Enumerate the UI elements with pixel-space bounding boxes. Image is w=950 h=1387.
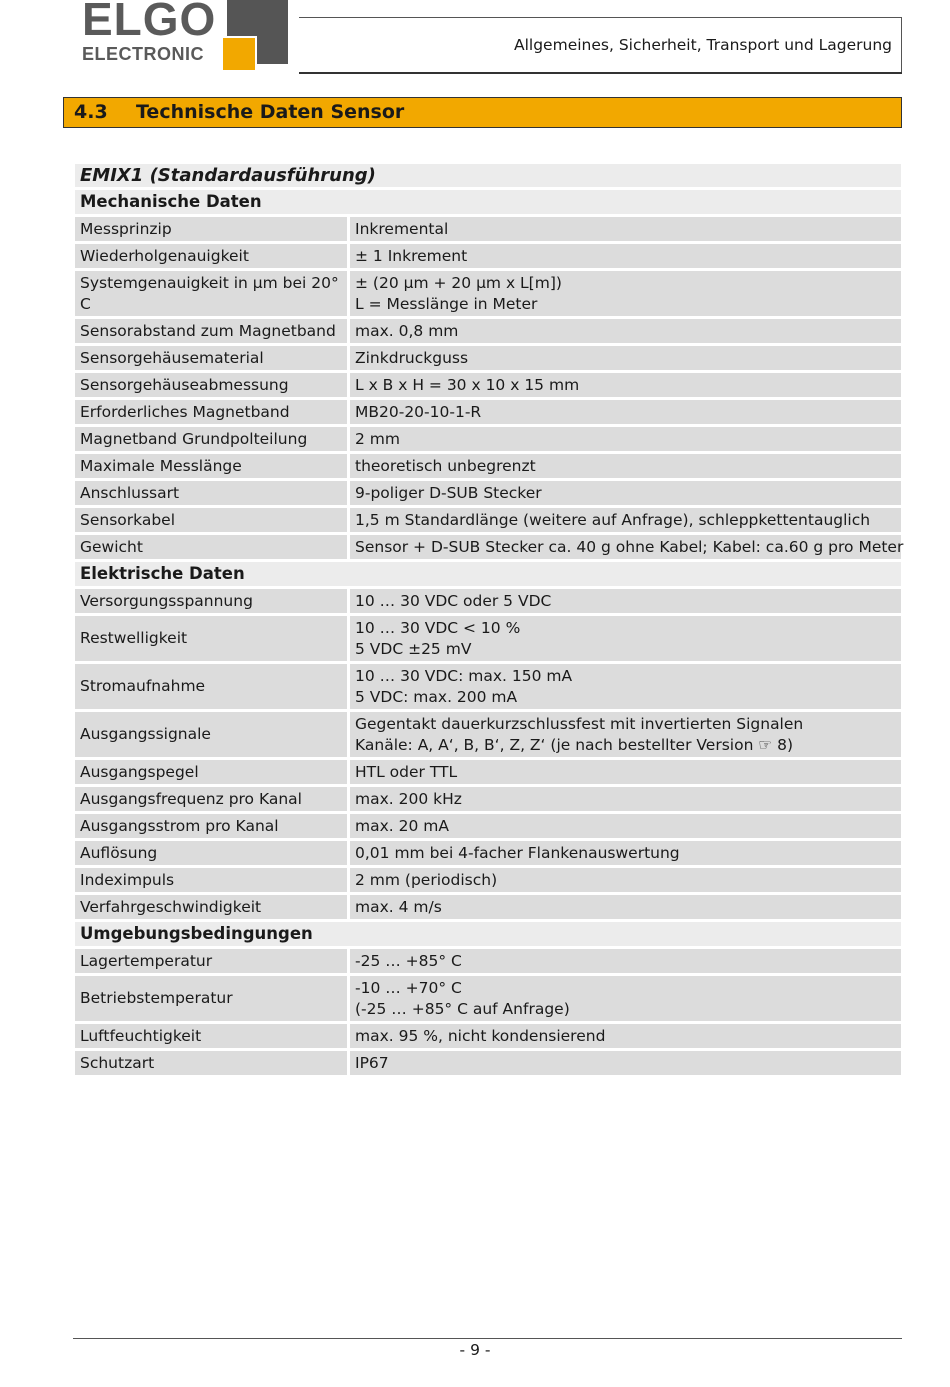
logo-text-elgo: ELGO xyxy=(82,0,217,45)
spec-value-line: 0,01 mm bei 4-facher Flankenauswertung xyxy=(355,843,680,862)
table-row xyxy=(75,454,901,478)
section-title: Technische Daten Sensor xyxy=(136,101,405,123)
spec-label: Gewicht xyxy=(75,535,347,559)
spec-label: Indeximpuls xyxy=(75,868,347,892)
spec-value xyxy=(350,868,901,892)
spec-label: Erforderliches Magnetband xyxy=(75,400,347,424)
header-rule-bottom xyxy=(299,72,902,74)
spec-value xyxy=(350,400,901,424)
table-row xyxy=(75,976,901,1021)
spec-value xyxy=(350,1051,901,1075)
table-row xyxy=(75,814,901,838)
spec-value-line: MB20-20-10-1-R xyxy=(355,402,482,421)
spec-value xyxy=(350,271,901,316)
spec-value-line: -10 … +70° C xyxy=(355,978,462,997)
spec-value-line: max. 20 mA xyxy=(355,816,449,835)
spec-label: Sensorgehäuseabmessung xyxy=(75,373,347,397)
spec-value-line: HTL oder TTL xyxy=(355,762,458,781)
spec-label: Verfahrgeschwindigkeit xyxy=(75,895,347,919)
spec-value-line: 2 mm xyxy=(355,429,400,448)
spec-value xyxy=(350,664,901,709)
spec-label: Restwelligkeit xyxy=(75,616,347,661)
spec-value-line: 1,5 m Standardlänge (weitere auf Anfrage), schleppkettentauglich xyxy=(355,510,871,529)
spec-value-line: 10 … 30 VDC: max. 150 mA xyxy=(355,666,573,685)
spec-value-line: 10 … 30 VDC oder 5 VDC xyxy=(355,591,552,610)
section-number: 4.3 xyxy=(74,101,108,123)
spec-value xyxy=(350,787,901,811)
table-row xyxy=(75,319,901,343)
spec-value xyxy=(350,427,901,451)
table-row xyxy=(75,895,901,919)
spec-value-line: L = Messlänge in Meter xyxy=(355,294,538,313)
spec-label: Systemgenauigkeit in µm bei 20° C xyxy=(75,271,347,316)
logo-text-electronic: ELECTRONIC xyxy=(82,44,204,64)
spec-value xyxy=(350,976,901,1021)
spec-label: Ausgangspegel xyxy=(75,760,347,784)
footer-rule xyxy=(73,1338,902,1339)
table-row xyxy=(75,481,901,505)
spec-label: Ausgangsstrom pro Kanal xyxy=(75,814,347,838)
table-section-heading: Mechanische Daten xyxy=(75,190,901,214)
spec-label: Anschlussart xyxy=(75,481,347,505)
spec-value-line: Kanäle: A, A‘, B, B‘, Z, Z‘ (je nach bestellter Version ☞ 8) xyxy=(355,735,794,754)
spec-value-line: max. 95 %, nicht kondensierend xyxy=(355,1026,606,1045)
table-row xyxy=(75,712,901,757)
table-row xyxy=(75,535,904,559)
page-number: - 9 - xyxy=(459,1341,491,1359)
spec-value xyxy=(350,319,901,343)
spec-value-line: theoretisch unbegrenzt xyxy=(355,456,536,475)
table-row xyxy=(75,949,901,973)
table-row xyxy=(75,271,901,316)
spec-label: Maximale Messlänge xyxy=(75,454,347,478)
spec-label: Betriebstemperatur xyxy=(75,976,347,1021)
logo-orange-square xyxy=(221,36,257,72)
spec-value-line: 5 VDC ±25 mV xyxy=(355,639,472,658)
spec-value xyxy=(350,895,901,919)
spec-value-line: IP67 xyxy=(355,1053,389,1072)
spec-value-line: Sensor + D-SUB Stecker ca. 40 g ohne Kabel; Kabel: ca.60 g pro Meter xyxy=(355,537,904,556)
spec-value xyxy=(350,217,901,241)
elgo-logo xyxy=(82,0,292,72)
header-rule-top xyxy=(299,17,901,18)
spec-value-line: max. 0,8 mm xyxy=(355,321,459,340)
table-row xyxy=(75,508,901,532)
table-row xyxy=(75,616,901,661)
spec-label: Wiederholgenauigkeit xyxy=(75,244,347,268)
spec-value-line: -25 … +85° C xyxy=(355,951,462,970)
spec-value xyxy=(350,589,901,613)
spec-value xyxy=(350,616,901,661)
spec-value xyxy=(350,841,901,865)
spec-value-line: 5 VDC: max. 200 mA xyxy=(355,687,518,706)
spec-value xyxy=(350,346,901,370)
spec-table xyxy=(75,164,904,1078)
table-row xyxy=(75,346,901,370)
spec-value-line: ± 1 Inkrement xyxy=(355,246,468,265)
spec-value-line: max. 200 kHz xyxy=(355,789,462,808)
spec-value xyxy=(350,712,901,757)
spec-label: Stromaufnahme xyxy=(75,664,347,709)
spec-value-line: Inkremental xyxy=(355,219,449,238)
spec-label: Sensorgehäusematerial xyxy=(75,346,347,370)
spec-value-line: 9-poliger D-SUB Stecker xyxy=(355,483,542,502)
spec-label: Ausgangsfrequenz pro Kanal xyxy=(75,787,347,811)
table-row xyxy=(75,400,901,424)
header-chapter-title: Allgemeines, Sicherheit, Transport und Lagerung xyxy=(514,36,892,54)
section-heading-bar xyxy=(63,97,902,128)
spec-value xyxy=(350,949,901,973)
spec-label: Sensorabstand zum Magnetband xyxy=(75,319,347,343)
spec-value xyxy=(350,760,901,784)
header-rule-right xyxy=(901,17,902,73)
spec-value xyxy=(350,1024,901,1048)
table-row xyxy=(75,1024,901,1048)
spec-value xyxy=(350,454,901,478)
table-title: EMIX1 (Standardausführung) xyxy=(75,164,901,187)
table-row xyxy=(75,1051,901,1075)
table-row xyxy=(75,427,901,451)
spec-label: Lagertemperatur xyxy=(75,949,347,973)
spec-value xyxy=(350,244,901,268)
table-row xyxy=(75,244,901,268)
spec-value-line: Gegentakt dauerkurzschlussfest mit invertierten Signalen xyxy=(355,714,804,733)
spec-value xyxy=(350,814,901,838)
spec-value-line: max. 4 m/s xyxy=(355,897,442,916)
spec-value-line: (-25 … +85° C auf Anfrage) xyxy=(355,999,570,1018)
spec-label: Auflösung xyxy=(75,841,347,865)
spec-value-line: Zinkdruckguss xyxy=(355,348,469,367)
table-row xyxy=(75,841,901,865)
spec-value xyxy=(350,373,901,397)
spec-value-line: L x B x H = 30 x 10 x 15 mm xyxy=(355,375,580,394)
spec-label: Schutzart xyxy=(75,1051,347,1075)
spec-label: Ausgangssignale xyxy=(75,712,347,757)
table-row xyxy=(75,589,901,613)
spec-label: Luftfeuchtigkeit xyxy=(75,1024,347,1048)
table-row xyxy=(75,787,901,811)
spec-label: Sensorkabel xyxy=(75,508,347,532)
table-row xyxy=(75,664,901,709)
table-row xyxy=(75,868,901,892)
spec-value xyxy=(350,535,904,559)
table-row xyxy=(75,373,901,397)
table-row xyxy=(75,217,901,241)
spec-value-line: 10 … 30 VDC < 10 % xyxy=(355,618,521,637)
spec-value-line: 2 mm (periodisch) xyxy=(355,870,498,889)
table-section-heading: Elektrische Daten xyxy=(75,562,901,586)
spec-value xyxy=(350,481,901,505)
spec-value xyxy=(350,508,901,532)
spec-label: Magnetband Grundpolteilung xyxy=(75,427,347,451)
spec-value-line: ± (20 µm + 20 µm x L[m]) xyxy=(355,273,562,292)
spec-label: Messprinzip xyxy=(75,217,347,241)
table-row xyxy=(75,760,901,784)
spec-label: Versorgungsspannung xyxy=(75,589,347,613)
table-section-heading: Umgebungsbedingungen xyxy=(75,922,901,946)
